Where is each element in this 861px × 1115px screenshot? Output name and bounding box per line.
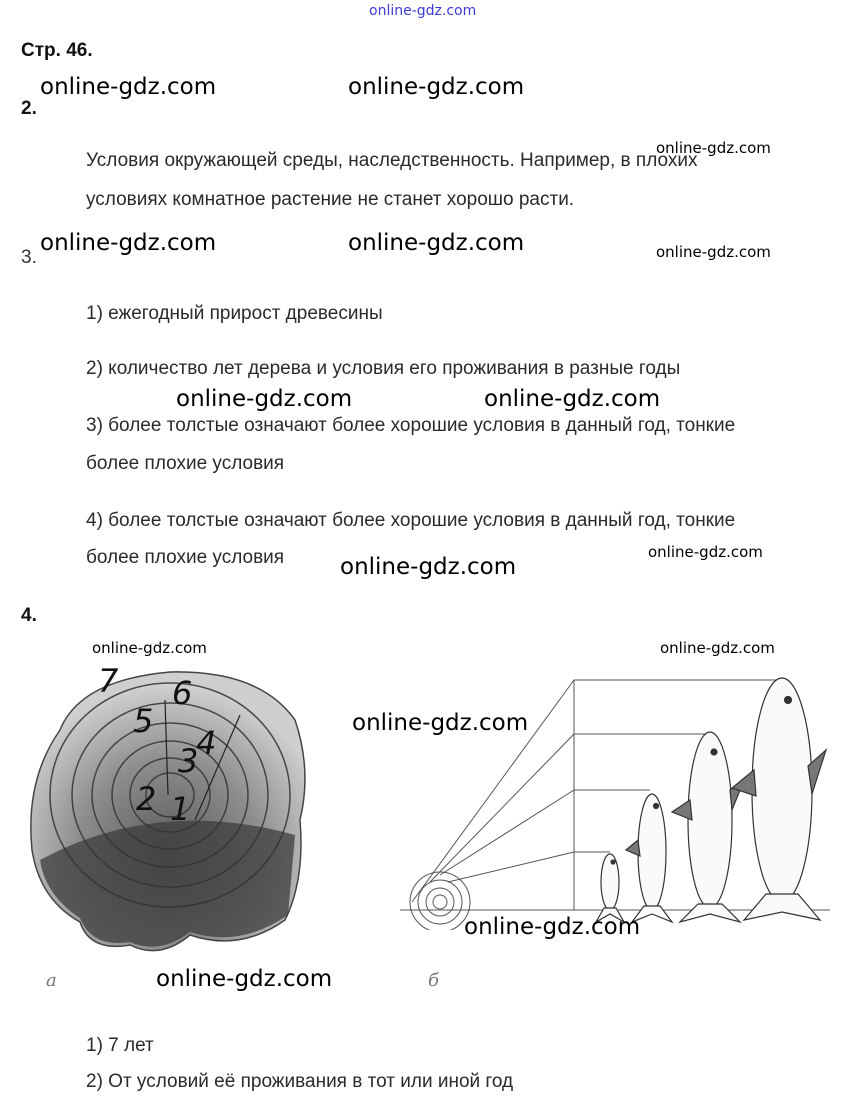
fish-growth-illustration xyxy=(400,670,840,930)
watermark[interactable]: online-gdz.com xyxy=(348,74,525,100)
watermark[interactable]: online-gdz.com xyxy=(40,230,217,256)
scale-number-6: 6 xyxy=(172,674,193,712)
watermark[interactable]: online-gdz.com xyxy=(352,710,529,736)
task-3-item-4: 4) более толстые означают более хорошие условия в данный год, тонкие xyxy=(86,510,736,531)
task-4-number: 4. xyxy=(21,605,37,626)
watermark[interactable]: online-gdz.com xyxy=(40,74,217,100)
task-3-item-3: 3) более толстые означают более хорошие условия в данный год, тонкие xyxy=(86,415,736,436)
watermark[interactable]: online-gdz.com xyxy=(648,543,763,561)
watermark[interactable]: online-gdz.com xyxy=(656,243,771,261)
task-2-line-1: Условия окружающей среды, наследственность. Например, в плохих xyxy=(86,150,698,171)
task-3-item-2: 2) количество лет дерева и условия его проживания в разные годы xyxy=(86,358,681,379)
watermark[interactable]: online-gdz.com xyxy=(464,914,641,940)
scale-number-3: 3 xyxy=(178,742,199,780)
task-4-item-2: 2) От условий её проживания в тот или иной год xyxy=(86,1071,514,1092)
figure-caption-a: а xyxy=(46,970,57,991)
task-2-line-2: условиях комнатное растение не станет хорошо расти. xyxy=(86,189,575,210)
watermark[interactable]: online-gdz.com xyxy=(660,639,775,657)
page-label: Стр. 46. xyxy=(21,40,93,61)
watermark[interactable]: online-gdz.com xyxy=(176,386,353,412)
watermark[interactable]: online-gdz.com xyxy=(156,966,333,992)
watermark[interactable]: online-gdz.com xyxy=(484,386,661,412)
scale-number-5: 5 xyxy=(133,702,154,740)
task-3-item-3-cont: более плохие условия xyxy=(86,453,285,474)
watermark[interactable]: online-gdz.com xyxy=(656,139,771,157)
watermark[interactable]: online-gdz.com xyxy=(340,554,517,580)
task-3-item-4-cont: более плохие условия xyxy=(86,547,285,568)
task-4-item-1: 1) 7 лет xyxy=(86,1035,154,1056)
scale-number-1: 1 xyxy=(170,790,191,828)
task-2-number: 2. xyxy=(21,98,37,119)
fish-scale-illustration xyxy=(20,660,320,960)
scale-number-2: 2 xyxy=(136,780,157,818)
task-3-item-1: 1) ежегодный прирост древесины xyxy=(86,303,383,324)
task-3-number: 3. xyxy=(21,247,37,268)
scale-number-7: 7 xyxy=(98,662,119,700)
scale-number-4: 4 xyxy=(196,724,217,762)
watermark[interactable]: online-gdz.com xyxy=(92,639,207,657)
watermark[interactable]: online-gdz.com xyxy=(348,230,525,256)
watermark-top[interactable]: online-gdz.com xyxy=(369,3,477,19)
figure-caption-b: б xyxy=(428,970,439,991)
